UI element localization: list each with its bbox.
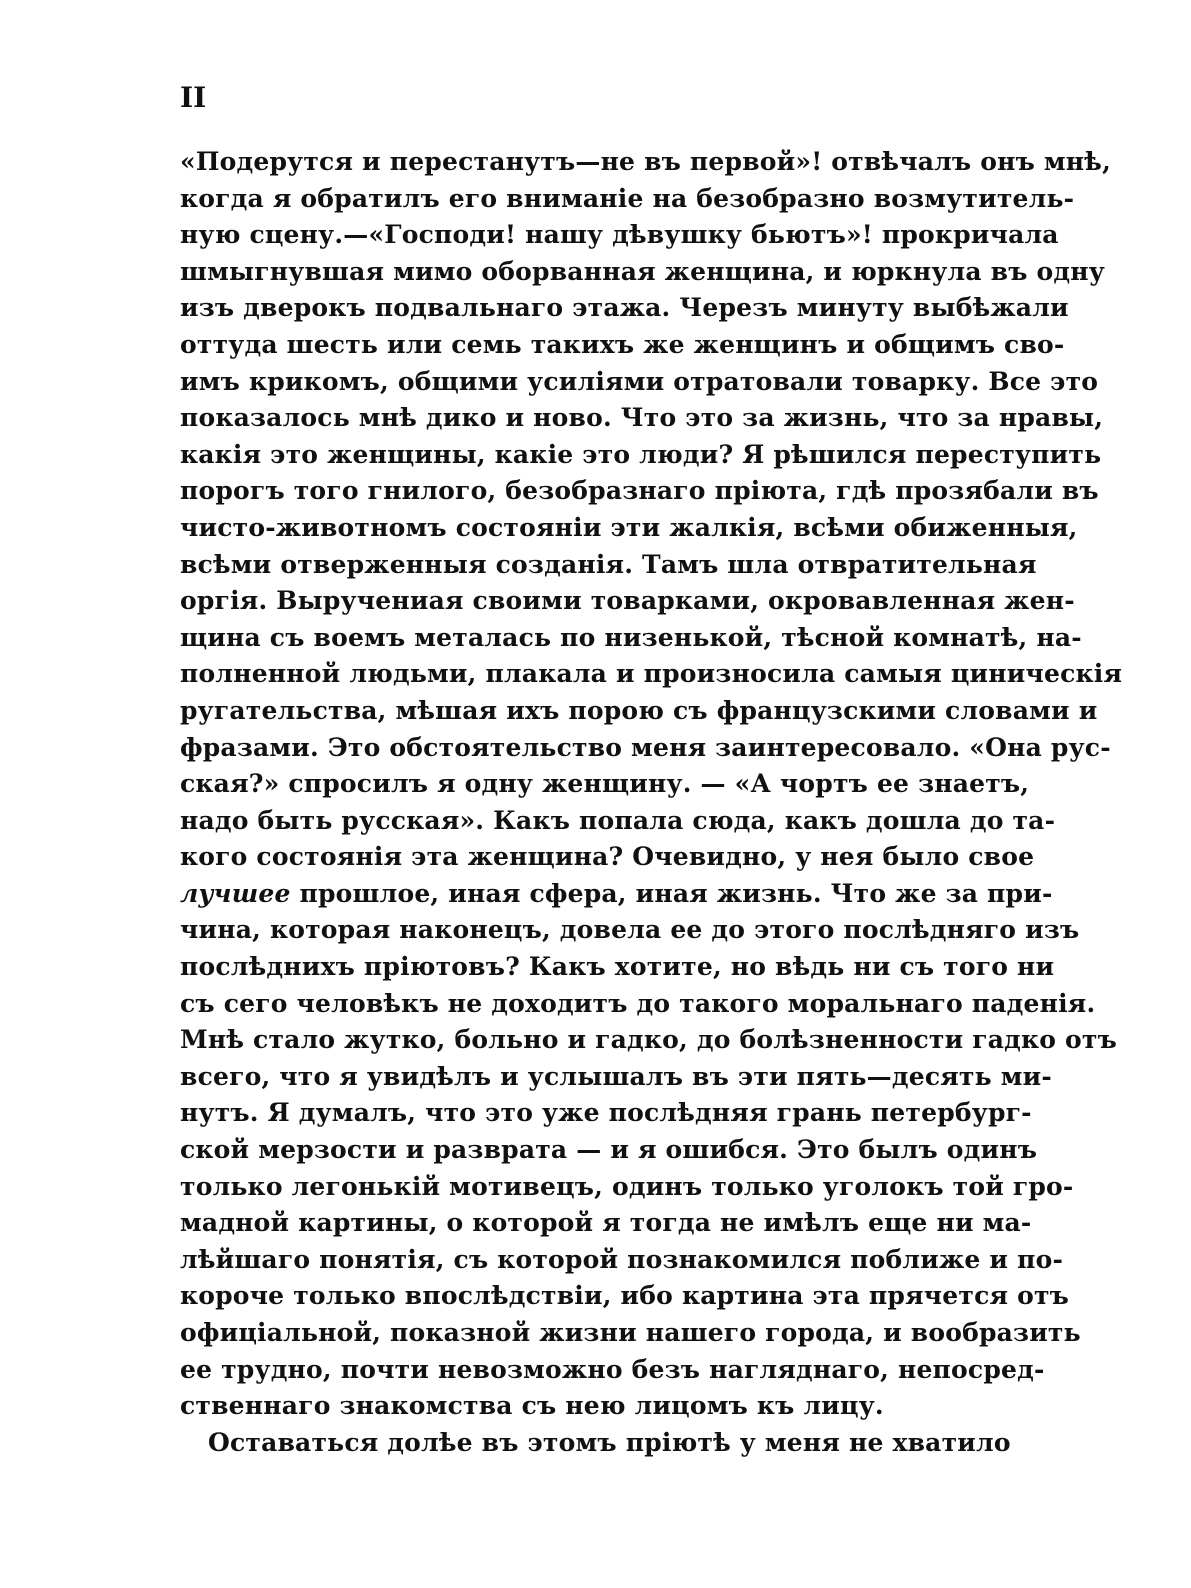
text-line: когда я обратилъ его вниманіе на безобразно возмутитель- xyxy=(180,183,1075,213)
text-line: чисто-животномъ состояніи эти жалкія, всѣми обиженныя, xyxy=(180,512,1078,542)
text-line: фразами. Это обстоятельство меня заинтересовало. «Она рус- xyxy=(180,732,1111,762)
text-line: только легонькій мотивецъ, одинъ только уголокъ той гро- xyxy=(180,1171,1074,1201)
text-line: оттуда шесть или семь такихъ же женщинъ и общимъ сво- xyxy=(180,329,1065,359)
text-line: порогъ того гнилого, безобразнаго пріюта, гдѣ прозябали въ xyxy=(180,476,1099,506)
text-line: офиціальной, показной жизни нашего города, и вообразить xyxy=(180,1318,1081,1347)
page-number: II xyxy=(180,81,207,114)
text-line: ее трудно, почти невозможно безъ нагляднаго, непосред- xyxy=(180,1354,1045,1384)
text-line: ную сцену.—«Господи! нашу дѣвушку бьютъ»! прокричала xyxy=(180,220,1059,250)
text-line: мадной картины, о которой я тогда не имѣлъ еще ни ма- xyxy=(180,1208,1032,1238)
text-line-italic xyxy=(180,876,1053,913)
text-line: полненной людьми, плакала и произносила самыя циническія xyxy=(180,659,1123,689)
text-line: кого состоянія эта женщина? Очевидно, у нея было свое xyxy=(180,842,1035,872)
text-line: изъ дверокъ подвальнаго этажа. Черезъ минуту выбѣжали xyxy=(180,293,1069,323)
text-line: шмыгнувшая мимо оборванная женщина, и юркнула въ одну xyxy=(180,256,1105,286)
text-line: щина съ воемъ металась по низенькой, тѣсной комнатѣ, на- xyxy=(180,622,1082,652)
text-line: нутъ. Я думалъ, что это уже послѣдняя грань петербург- xyxy=(180,1098,1032,1128)
text-line: показалось мнѣ дико и ново. Что это за жизнь, что за нравы, xyxy=(180,403,1104,433)
text-line: ственнаго знакомства съ нею лицомъ къ лицу. xyxy=(180,1391,884,1421)
text-line: ругательства, мѣшая ихъ порою съ французскими словами и xyxy=(180,695,1098,725)
text-line: оргія. Выручениая своими товарками, окровавленная жен- xyxy=(180,586,1075,616)
text-line: «Подерутся и перестанутъ—не въ первой»! отвѣчалъ онъ мнѣ, xyxy=(180,147,1111,176)
text-line: короче только впослѣдствіи, ибо картина эта прячется отъ xyxy=(180,1281,1070,1311)
text-line: всѣми отверженныя созданія. Тамъ шла отвратительная xyxy=(180,549,1037,579)
text-line: чина, которая наконецъ, довела ее до этого послѣдняго изъ xyxy=(180,915,1080,945)
text-line: ской мерзости и разврата — и я ошибся. Это былъ одинъ xyxy=(180,1135,1038,1165)
italic-word: лучшее xyxy=(180,878,291,908)
text-line: съ сего человѣкъ не доходитъ до такого моральнаго паденія. xyxy=(180,988,1096,1018)
text-line: какія это женщины, какіе это люди? Я рѣшился переступить xyxy=(180,439,1102,469)
text-line: всего, что я увидѣлъ и услышалъ въ эти пять—десять ми- xyxy=(180,1061,1052,1091)
text-line-rest: прошлое, иная сфера, иная жизнь. Что же за при- xyxy=(290,878,1053,908)
text-line: Мнѣ стало жутко, больно и гадко, до болѣзненности гадко отъ xyxy=(180,1025,1117,1055)
text-line: имъ крикомъ, общими усиліями отратовали товарку. Все это xyxy=(180,366,1099,396)
text-line: Оставаться долѣе въ этомъ пріютѣ у меня не хватило xyxy=(208,1427,1011,1457)
text-line: послѣднихъ пріютовъ? Какъ хотите, но вѣдь ни съ того ни xyxy=(180,952,1055,982)
body-text xyxy=(180,144,1123,1461)
text-line: надо быть русская». Какъ попала сюда, какъ дошла до та- xyxy=(180,805,1056,835)
text-line: ская?» спросилъ я одну женщину. — «А чортъ ее знаетъ, xyxy=(180,769,1030,799)
text-line: лѣйшаго понятія, съ которой познакомился поближе и по- xyxy=(180,1244,1064,1274)
